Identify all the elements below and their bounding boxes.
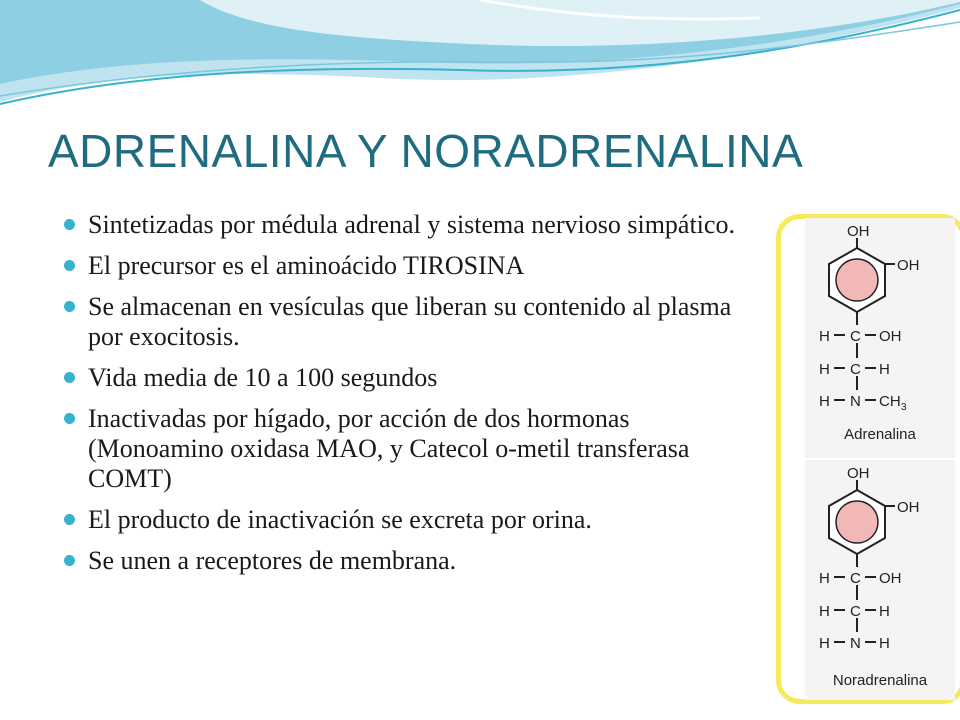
atom-label: OH — [879, 570, 902, 587]
bullet-dot-icon — [64, 372, 75, 383]
bullet-item — [64, 210, 764, 240]
bullet-text: Inactivadas por hígado, por acción de dos hormonas (Monoamino oxidasa MAO, y Catecol o-metil transferasa COMT) — [88, 404, 690, 493]
atom-label: C — [850, 603, 861, 620]
bullet-dot-icon — [64, 301, 75, 312]
slide-title: ADRENALINA Y NORADRENALINA — [48, 125, 804, 177]
bullet-text: El precursor es el aminoácido TIROSINA — [88, 251, 525, 280]
bullet-text: Se almacenan en vesículas que liberan su contenido al plasma por exocitosis. — [88, 292, 732, 351]
atom-label: H — [819, 361, 830, 378]
bullet-text: Se unen a receptores de membrana. — [88, 546, 457, 575]
bullet-item — [64, 363, 764, 393]
atom-label: H — [819, 570, 830, 587]
atom-label: OH — [879, 328, 902, 345]
atom-label: C — [850, 361, 861, 378]
bullet-item — [64, 251, 764, 281]
noradrenalina-structure-drawing — [805, 460, 955, 700]
oh-top-label: OH — [847, 465, 870, 482]
bullet-item — [64, 404, 764, 494]
atom-label: CH — [879, 393, 901, 410]
atom-label: H — [819, 635, 830, 652]
atom-label: H — [819, 393, 830, 410]
atom-label: N — [850, 635, 861, 652]
bullet-text: Vida media de 10 a 100 segundos — [88, 363, 438, 392]
adrenalina-structure — [805, 218, 955, 458]
atom-label: H — [819, 328, 830, 345]
atom-label: H — [879, 361, 890, 378]
oh-right-label: OH — [897, 257, 920, 274]
bullet-dot-icon — [64, 514, 75, 525]
atom-label: H — [879, 603, 890, 620]
bullet-dot-icon — [64, 260, 75, 271]
oh-top-label: OH — [847, 223, 870, 240]
bullet-text: El producto de inactivación se excreta por orina. — [88, 505, 592, 534]
noradrenalina-structure — [805, 460, 955, 700]
adrenalina-caption: Adrenalina — [844, 426, 916, 443]
bullet-text: Sintetizadas por médula adrenal y sistema nervioso simpático. — [88, 210, 735, 239]
atom-subscript: 3 — [901, 402, 907, 413]
atom-label: C — [850, 328, 861, 345]
bullet-item — [64, 505, 764, 535]
atom-label: H — [819, 603, 830, 620]
header-wave-decoration — [0, 0, 960, 120]
bullet-dot-icon — [64, 219, 75, 230]
oh-right-label: OH — [897, 499, 920, 516]
bullet-item — [64, 546, 764, 576]
bullet-dot-icon — [64, 555, 75, 566]
bullet-list — [64, 210, 764, 587]
bullet-item — [64, 292, 764, 352]
noradrenalina-caption: Noradrenalina — [832, 672, 928, 689]
bullet-dot-icon — [64, 413, 75, 424]
atom-label: H — [879, 635, 890, 652]
atom-label: C — [850, 570, 861, 587]
atom-label: N — [850, 393, 861, 410]
adrenalina-structure-drawing — [805, 218, 955, 458]
